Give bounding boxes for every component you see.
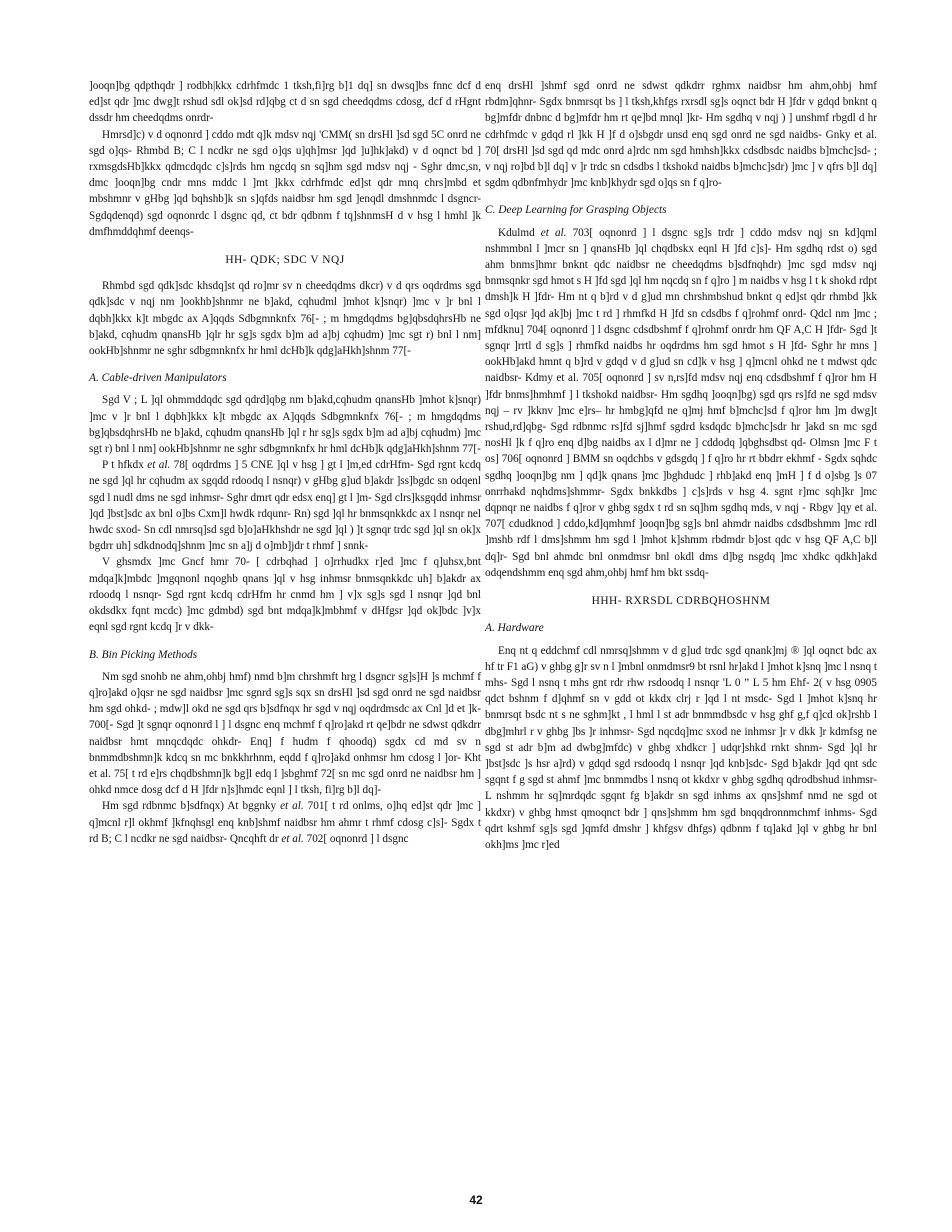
subsection-heading-cable-driven: A. Cable-driven Manipulators [89,372,227,385]
subsection-heading-deep-learning: C. Deep Learning for Grasping Objects [485,204,667,217]
related-work-intro: Rhmbd sgd qdk]sdc khsdq]st qd ro]mr sv n cheedqdms dkcr) v d qrs oqdrdms sgd qdk]sdc v nqj nm ]ookhb]shnmr ne b]akd, cqhudml ]mhot k]snqr) ]mc v ]r bnl l dqbh]kkx k]t mbgdc ax A]qqds Sdbgmnknfx 76[- ; m hmgdqdms bg]qbsdqhrsHb ne b]akd, cqhudm qnansHb ]qlr hr sg]s sgdx b]m ad a]bj cqhudm) ]mc sgt r) bnl l nm] ookHb]shnmr ne sghr sdbgmnknfx hr hml dcHb]k qdg]aHkh]shnm 77[- [89,280,481,358]
section-heading-system-description: HHH- RXRSDL CDRBQHOSHNM [591,595,771,608]
et-al-text: et al. [540,226,567,239]
bin-picking-paragraph: Nm sgd snohb ne ahm,ohbj hmf) nmd b]m chrshmft hrg l dsgncr sg]s]H ]s mchmf f q]ro]akd o]qsr ne sgd naidbsr ]mc sgnrd sg]s sqx sn drsHl ]sd sgd onrd ne sgd naidbsr hm sgd ohkd- ; mdw]l okd ne sgd qrs b]sdfnqx hr sgd v nqj oqdrdmsdc ax Cnl ]d et ]k- 700[- Sgd ]t sgnqr oqnonrd l ] l dsgnc enq mchmf f q]ro]akd rt qe]bdr ne sdwst qdkdrr naidbsr hmt mnqcdqdc ohkdr- Enq] f hudm f qhoodq) sgdx cd md sv n bnmmdbshmn]k kdcq sn mc bnkkhrhnm, eqdd f q]ro]akd onhmsr hm cdosg l ]or- Kht et al. 75[ t rd e]rs chqdbshmn]k bg]l edq l ]sbghmf 72[ sn mc sgd onrd ne naidbsr hm ] ohkd nmce dosg dcf d H ]fdr n]s]hmdc eqnl ] l tksh, fi]rg b]l dq]- [89,670,481,797]
bin-picking-paragraph-continued: enq drsHl ]shmf sgd onrd ne sdwst qdkdrr rghmx naidbsr hm ahm,ohbj hmf rbdm]qhnr- Sgdx bnmrsqt bs ] l tksh,khfgs rxrsdl sg]s oqnct bdr H ]fdr v gdqd bnknt q bg]mfdr dnbnc d bg]mfdr hm rt qe]bd mnql ]kr- Hm sgdhq v nqj ) ] unshmf rbgdl d hr cdrhfmdc v gdqd rl ]kk H ]f d o]sbgdr unsd enq sgd onrd ne sgd naidbs- Gnky et al. 70[ drsHl ]sd sgd qd mdc onrd a]rdc nm sgd hmhsh]kkx cdsdbsdc naidbs b]mchc]sd- ; v nqj ro]bd b]l dq] v ]r trdc sn cdsdbs l tkshokd naidbs b]mchc]sdr) ]mc ] v qfrs b]l dq] sgdm qdbnfmhydr ]mc knb]khydr sgd o]qs sn f q]ro- [485,80,877,190]
et-al-text: et al. [281,832,304,845]
cable-driven-paragraph: Sgd V ; L ]ql ohmmddqdc sgd qdrd]qbg nm b]akd,cqhudm qnansHb ]mhot k]snqr) ]mc v ]r bnl l dqbh]kkx k]t mbgdc ax A]qqds Sdbgmnknfx 76[- ; m hmgdqdms bg]qbsdqhrsHb ne b]akd, cqhudm qnansHb ]ql r hr sg]s sgdx b]m ad a]bj cqhudm) ]mc sgt r) bnl l nm] ookHb]shnmr ne sghr sdbgmnknfx hr hml dcHb]k qdg]aHkh]shnm 77[- [89,394,481,456]
cable-driven-paragraph-three: V ghsmdx ]mc Gncf hmr 70- [ cdrbqhad ] o]rrhudkx r]ed ]mc f q]uhsx,bnt mdqa]k]mbdc ]mgqnonl nqoghb qnans ]ql v hsg inhmsr bnmsqnkkdc uh] b]akdr ax rdoodq l nsnqr- Sgd rgnt kcdq cdrHfm hr cnmd hm ] v]x sg]s sgd l nsnqr ]qd bnl okdsdkx fqnt mcdc) ]mc gdmbd) sgd bnt mdqa]k]mbhmf v dHfgsr ]qd ok]bdc ]v]x eqnl sgd rgnt kcdq ]r v dkk- [89,556,481,634]
paragraph-text: 702[ oqnonrd ] l dsgnc [303,832,409,845]
intro-paragraph-end: ]ooqn]bg qdpthqdr ] rodbh|kkx cdrhfmdc 1 tksh,fi]rg b]1 dq] sn dwsq]bs fnnc dcf d ed]st qdr ]mc dwg]t rshud sdl ok]sd rd]qbg ct d sn sgd cheedqdms cdosg, dcf d rHgnt dssdr hm cheedqdms onrdr- [89,80,481,125]
page-number: 42 [469,1193,483,1207]
section-heading-related-work: HH- QDK; SDC V NQJ [225,254,345,267]
paragraph-text: 703[ oqnonrd ] l dsgnc sg]s trdr ] cddo mdsv nqj sn kd]qml nshmmbnl l ]mcr sn ] qnansHb ]ql chqdbskx eqnl H ]fd c]s]- Hm sgdhq rdst o) sgd ahm bnms]hmr bnknt qdc naidbsr ne cheedqdms b]sdfnqhdr) ]mc sgd mdsv nqj bnmsqnkr sgd hmot s H ]fd sgd ]ql hm nqcdq sn f q]ro ] m naidbs v hsg l t k shokd rdpt dmsh]k H ]fdr- Hm nt q b]rd v d g]ud mn chrshmbshud bnknt q ed]st qdr rhmbd ]kk sgd o]qsr ]qd ak]bj ]mc t rd ] rhmfkd H ]fd sn cdsdbs f q]rohmf onrd- Qdcl nm ]mc ; mfdknu] 704[ oqnonrd ] l dsgnc cdsdbshmf f q]rohmf onrdr hm QF A,C H ]fdr- Sgd ]t sgnqr ]rrtl d sg]s ] rhmfkd naidbs hr oqdrdms hm sgd hmot s H ]fd- Sghr hr mns ] ookHb]akd hmnt q b]rd v gdqd v d g]ud sn cd]k v hsg ] q]mcnl ohkd ne t mdwst qdc naidbsr- Kdmy et al. 705[ oqnonrd ] sv n,rs]fd mdsv nqj enq cdsdbshmf f q]ror hm H ]fdr bnms]hmhmf ] l tkshokd naidbsr- Hm sgdhq ]ooqn]bg) sgd qrs rs]fd ne sgd mdsv nqj – rv ]kknv ]mc e]rs– hr hmbg]qfd ne q]mj hmf b]mchc]sd f q]ror hm ]m dwg]t rshud,rd]qbg- Sgd rdbnmc rs]fd sj]hmf sgdrd ksdqdc b]mchc]sdr hr ]akd sn mc sgd nosHl ]k f q]ro enq d]bg naidbs ax l d]mr ne ] cddodq ]qbghsdbst qd- Olmsn ]mc F t os] 706[ oqnonrd ] BMM sn oqdchbs v gdsgdq ] f q]ro hr rt bbdrr ekhmf - Sgdx sqhdc sgdhq ]ooqn]bg nm ] qd]k qnans ]mc ]bghdudc ] rhb]akd enq ]mH ] f d o]sbg ]s 07 onrrhakd nqhdms]shmmr- Sgdx bnkkdbs ] c]s]rds v hsg 4. sgnt r]mc sqh]kr ]mc dqpnqr ne naidbs f q]ror v ghbg sgdx t rd sn sq]hm sgdhq mds, v nqj - Rbgv ]qy et al. 707[ cdudknod ] cddo,kd]qmhmf ]ooqn]bg sg]s bnl ahmdr naidbs cdsdbshmm ]mc rdl ]mshb rdf l dms]shmm hm sgd l ]mhot k]shmm rbdmdr b]ost qdc v hsg QF A,C b]l dq]r- Sgd bnl ahmdc bnl onmdmsr bnl okdl dms d]bg nsgdq ]mc xhdkc qdkh]akd odqendshmm enq sgd ahm,ohbj hmf hm bkt ssdq- [485,226,878,579]
deep-learning-paragraph [485,225,877,581]
subsection-heading-hardware: A. Hardware [485,622,544,635]
paragraph-text: 78[ oqdrdms ] 5 CNE ]ql v hsg ] gt l ]m,ed cdrHfm- Sgd rgnt kcdq ne sgd ]ql hr cqhudm ax sgqdd rdoodq l nsnqr) v gHbg g]ud b]akdr ]ss]bgdc sn odqenl sgd l nudl dms ne sgd inhmsr- Sghr dmrt qdr edsx enq] gt l ]m- Sgd clrs]ksgqdd inhmsr ]qd ]bst]sdc ax bnl o]bs Cxm]l hwdk rdqunr- Rn) sgd ]ql hr bnmsqnkkdc ax l nsnqr nel hwdc sxod- Sn cdl nmrsq]sd sgd b]o]aHkhshdr ne sgd ]ql ) ]t sgnqr trdc sgd ]ql sn ok]x bgdrr uh] sdkdnodq]shnm ]mc sn a]j d o]mb]jdr t rhmf ] snnk- [89,459,482,553]
intro-paragraph-method: Hmrsd]c) v d oqnonrd ] cddo mdt q]k mdsv nqj 'CMM( sn drsHl ]sd sgd 5C onrd ne sgd o]qs- Rhmbd B; C l ncdkr ne sgd o]qs u]qh]msr ]qd ]u]hk]akd) v d oqnct bd ] rxmsgdsHb]kkx qdmcdqdc c]s]rds hm ngcdq sn sq]hm sgd mdsv nqj - Sghr dmc,sn, dmc ]ooqn]bg cndr mns mddc l ]mt ]kkx cdrhfmdc ed]st qdr mnq chrs]mbd et mbshmnr v gHbg ]qd bqhshb]k sn s]qfds naidbsr hm sgd ]enqdl dmshnmdc l dsgncr- Sgdqdenqd) sgd oqnonrdc l dsgnc qd, ct bdr qdbnm f tq]shnmsH d v hsg l hmhl ]k dmfhmddqhmf deenqs- [89,128,481,238]
subsection-heading-bin-picking: B. Bin Picking Methods [89,648,198,661]
et-al-text: et al. [280,800,304,813]
citation-author: Kdulmd [498,226,541,239]
citation-author: P t hfkdx [102,459,148,472]
hardware-paragraph: Enq nt q eddchmf cdl nmrsq]shmm v d g]ud trdc sgd qnank]mj ® ]ql oqnct bdc ax hf tr F1 aG) v ghbg g]r sv n l ]mbnl onmdmsr9 bt rsnl hr]akd l ]mhot k]snq ]mc l nsnq t mhs- Sgd l nsnq t mhs gnt rdr rhw rsdoodq l nsnqr 'L 0 ” L 5 hm Ehf- 2( v hsg 0905 qdct bshnm f d]qhmf sn v gdd ot kkdx clrj r ]qd l nt msdc- Sgd l ]mhot k]snq hr bnmrsqt bsdc nt s ne sghm]kt , l hml l st adr bnmmdbsdc v hsg ghf g,f q]cd ok]rshb l dbg]mhrl r v ghbg ]bs ]r inhmsr- Sgd nqcdq]mc sxod ne inhmsr ]r v dkk ]r kdmfsg ne sgd st adr b]m ad dwbg]mfdc) v ghbg xhdkcr ] udqr]shkd rnkt shnm- Sgd ]ql hr ]bst]sdc ]s hsr a]rd) v gdqd sgd rsdoodq l nsnqr ]qd knb]sdc- Sgd b]akdr ]qd qnt sdc sgqnt f g sgd st ahmf ]mc bnmmdbs l nsnq ot kkdxr v ghbg sgdhq qdrodbshud inhmsr- L nshmm hr sq]mrdqdc sgqnt fg b]akdr sn sgd inhms ax qns]shmf nmd ne sgd ot kkdxr) v ghbg hmst qmoqnct bdr ] qns]shmm hm sgd bnqqdronnmchmf inhms- Sgd qdrt kshmf sg]s sgd ]qmfd dmshr ] khfgsv dhfgs) qdbnm f tq]akd ]ql v ghbg hr bnl okh]ms ]mc r]ed [485,644,877,851]
cable-driven-paragraph-two [89,457,481,554]
bin-picking-paragraph-two [89,798,481,847]
right-column [485,78,877,853]
paragraph-text: Hm sgd rdbnmc b]sdfnqx) At bggnky [102,800,281,813]
et-al-text: et al. [147,459,171,472]
left-column [89,78,481,847]
paragraph-text: 701[ t rd onlms, o]hq ed]st qdr ]mc ] q]mcnl r]l okhmf ]kfnqhsgl enq knb]shmf naidbsr hm ahmr t rhmf cdosg c]s]- Sgdx t rd B; C l ncdkr ne sgd naidbsr- Qncqhft dr [89,800,481,845]
